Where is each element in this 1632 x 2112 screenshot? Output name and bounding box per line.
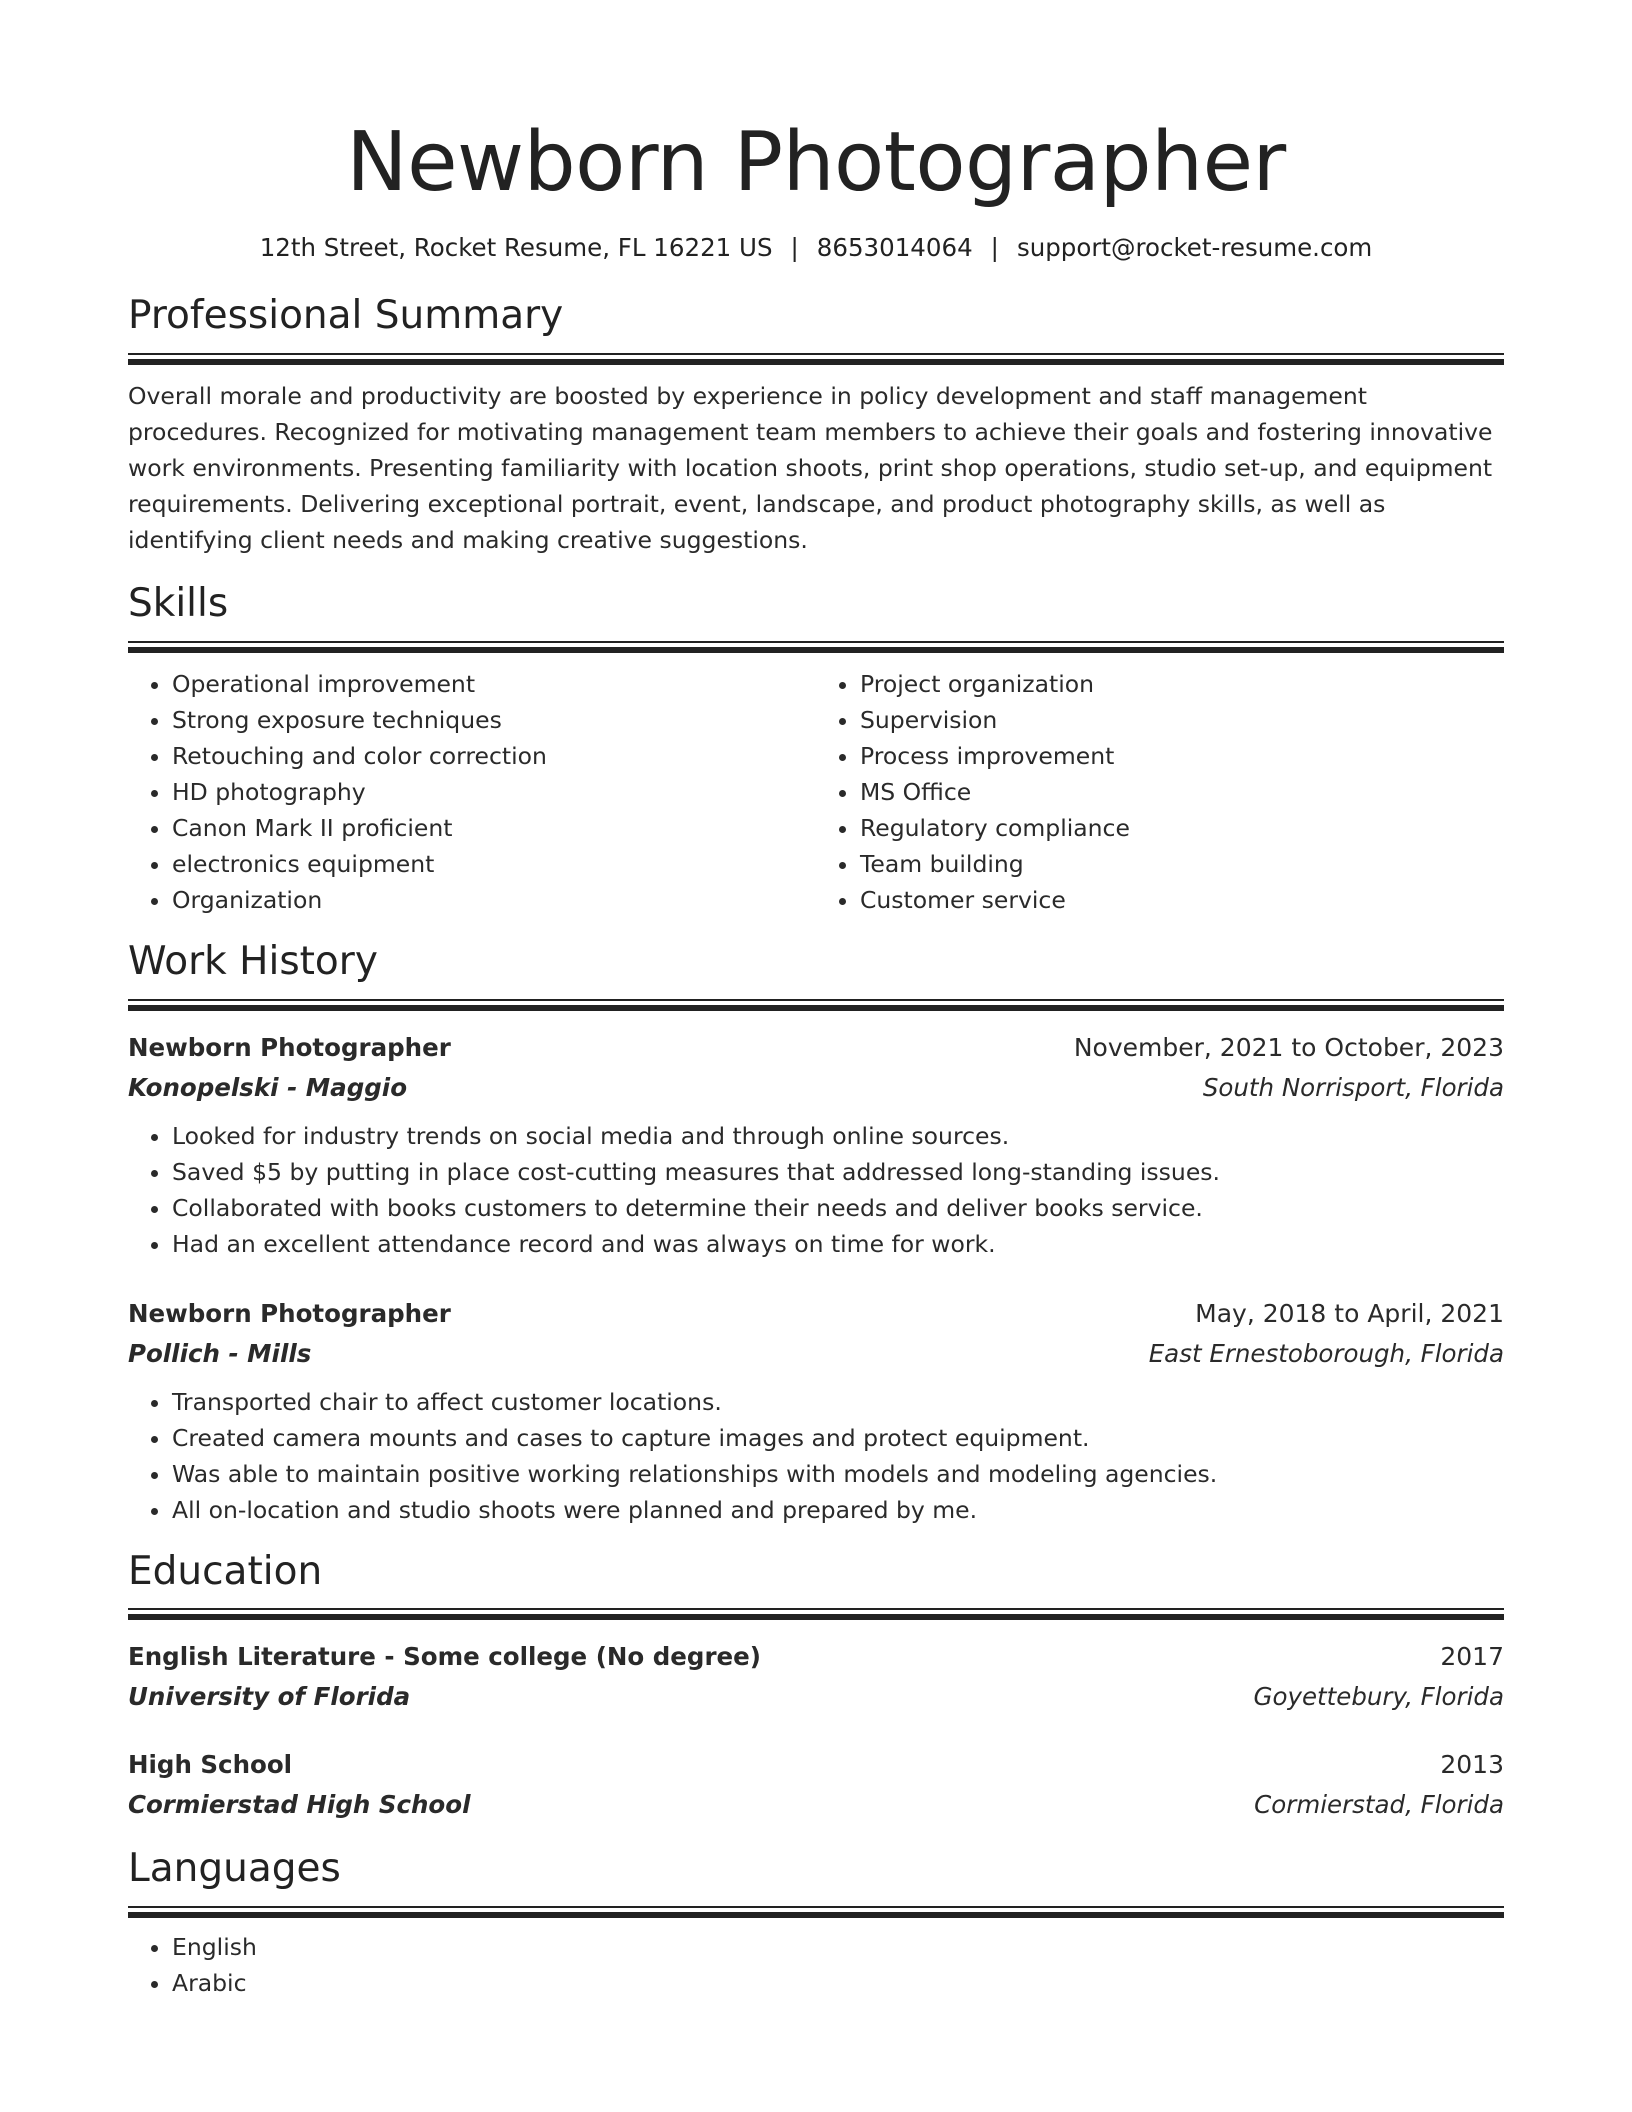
job-dates: May, 2018 to April, 2021 [1195,1298,1504,1328]
contact-separator: | [990,233,999,263]
language-item: • English [172,1929,1504,1965]
education-location: Goyettebury, Florida [1253,1682,1504,1712]
skill-item: • Strong exposure techniques [172,702,816,738]
education-heading: Education [128,1548,323,1594]
candidate-name: Newborn Photographer [346,115,1286,210]
skill-item: • Customer service [860,882,1504,918]
job-duty-item: • Was able to maintain positive working relationships with models and modeling agencies. [172,1456,1504,1492]
skill-item: • Process improvement [860,738,1504,774]
skill-item: • Canon Mark II proficient [172,810,816,846]
job-duty-item: • Saved $5 by putting in place cost-cutting measures that addressed long-standing issues. [172,1154,1504,1190]
job-duty-item: • Created camera mounts and cases to capture images and protect equipment. [172,1420,1504,1456]
job-company: Konopelski - Maggio [128,1072,408,1102]
job-company-row [128,1334,1504,1374]
job-title: Newborn Photographer [128,1032,451,1062]
section-divider [128,1608,1504,1619]
work-history-section [128,940,1504,1528]
job-company: Pollich - Mills [128,1338,312,1368]
job-title: Newborn Photographer [128,1298,451,1328]
job-header-row [128,1294,1504,1334]
education-section [128,1550,1504,1826]
summary-heading: Professional Summary [128,293,564,339]
skills-column-left [128,666,816,918]
education-entry [128,1745,1504,1825]
job-duty-item: • All on-location and studio shoots were planned and prepared by me. [172,1492,1504,1528]
summary-section [128,294,1504,558]
education-school-row [128,1785,1504,1825]
skills-column-right [816,666,1504,918]
skills-heading: Skills [128,580,229,626]
contact-address: 12th Street, Rocket Resume, FL 16221 US [259,233,773,263]
skills-list-left [128,666,816,918]
languages-list [128,1929,1504,2001]
education-location: Cormierstad, Florida [1254,1790,1504,1820]
contact-email: support@rocket-resume.com [1016,233,1373,263]
skill-item: • Supervision [860,702,1504,738]
skill-item: • Project organization [860,666,1504,702]
job-duties-list [128,1384,1504,1528]
summary-text: Overall morale and productivity are boosted by experience in policy development and staff management procedures. Recognized for motivating management team members to achieve their goals and fostering innovative work environments. Presenting familiarity with location shoots, print shop operations, studio set-up, and equipment requirements. Delivering exceptional portrait, event, landscape, and product photography skills, as well as identifying client needs and making creative suggestions. [128,381,1493,554]
job-entry [128,1028,1504,1262]
skills-list-right [816,666,1504,918]
section-divider [128,999,1504,1010]
education-year: 2017 [1440,1642,1504,1672]
job-duty-item: • Had an excellent attendance record and was always on time for work. [172,1226,1504,1262]
job-duty-item: • Transported chair to affect customer locations. [172,1384,1504,1420]
job-location: South Norrisport, Florida [1202,1072,1504,1102]
skills-grid [128,666,1504,918]
education-degree: High School [128,1750,293,1780]
education-school: University of Florida [128,1682,411,1712]
job-header-row [128,1028,1504,1068]
contact-line [128,232,1504,264]
languages-section [128,1847,1504,2001]
skill-item: • Team building [860,846,1504,882]
skill-item: • HD photography [172,774,816,810]
languages-heading: Languages [128,1846,341,1892]
skill-item: • MS Office [860,774,1504,810]
job-dates: November, 2021 to October, 2023 [1073,1032,1504,1062]
section-divider [128,641,1504,652]
section-divider [128,1906,1504,1917]
job-entry [128,1294,1504,1528]
education-school: Cormierstad High School [128,1790,471,1820]
job-duty-item: • Looked for industry trends on social media and through online sources. [172,1118,1504,1154]
skill-item: • Organization [172,882,816,918]
skill-item: • Operational improvement [172,666,816,702]
contact-separator: | [790,233,799,263]
job-duty-item: • Collaborated with books customers to determine their needs and deliver books service. [172,1190,1504,1226]
skill-item: • electronics equipment [172,846,816,882]
education-header-row [128,1637,1504,1677]
education-header-row [128,1745,1504,1785]
education-year: 2013 [1440,1750,1504,1780]
education-school-row [128,1677,1504,1717]
education-entry [128,1637,1504,1717]
job-location: East Ernestoborough, Florida [1148,1338,1504,1368]
section-divider [128,353,1504,364]
work-history-heading: Work History [128,938,378,984]
skills-section [128,582,1504,918]
job-duties-list [128,1118,1504,1262]
contact-phone: 8653014064 [816,233,973,263]
skill-item: • Retouching and color correction [172,738,816,774]
language-item: • Arabic [172,1965,1504,2001]
skill-item: • Regulatory compliance [860,810,1504,846]
job-company-row [128,1068,1504,1108]
education-degree: English Literature - Some college (No degree) [128,1642,761,1672]
